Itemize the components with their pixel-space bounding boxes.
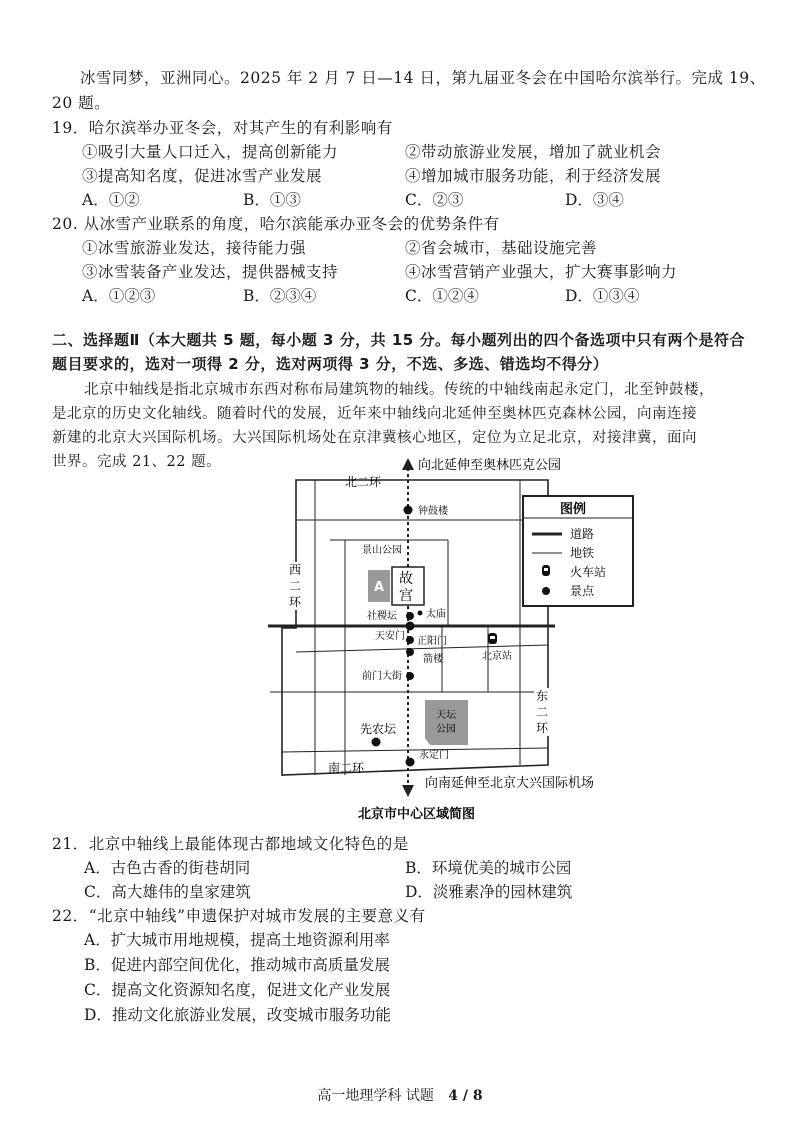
label-gugong: 故 [399, 571, 413, 587]
intro-text-line: 是北京的历史文化轴线。随着时代的发展，近年来中轴线向北延伸至奥林匹克森林公园，向南连接 [52, 406, 697, 422]
label-shejitan: 社稷坛 [367, 611, 397, 622]
legend-road: 道路 [570, 527, 595, 541]
q21-option-b: B．环境优美的城市公园 [405, 859, 572, 877]
label-taimiao: 太庙 [426, 609, 446, 620]
jianlou-point [406, 648, 414, 656]
intro-text-line: 新建的北京大兴国际机场。大兴国际机场处在京津冀核心地区，定位为立足北京，对接津冀，面向 [52, 430, 697, 446]
q20-item-1: ①冰雪旅游业发达，接待能力强 [82, 239, 307, 257]
q20-option-b: B．②③④ [243, 287, 317, 305]
intro-text-line: 世界。完成 21、22 题。 [52, 454, 222, 470]
q19-item-2: ②带动旅游业发展，增加了就业机会 [405, 143, 662, 161]
q20-item-3: ③冰雪装备产业发达，提供器械支持 [82, 263, 339, 281]
map-ring-west-3: 环 [289, 595, 302, 609]
yongdingmen-point [406, 758, 415, 767]
label-beijingzhan: 北京站 [482, 651, 512, 662]
q19-option-d: D．③④ [565, 191, 624, 209]
question-19-stem: 19．哈尔滨举办亚冬会，对其产生的有利影响有 [52, 119, 393, 137]
legend-subway: 地铁 [570, 546, 595, 560]
map-ring-east-3: 环 [536, 721, 549, 735]
map-ring-north: 北二环 [345, 475, 382, 489]
shejitan-point [406, 612, 414, 620]
map-north-extension: 向北延伸至奥林匹克公园 [418, 458, 562, 473]
q19-option-b: B．①③ [243, 191, 301, 209]
label-a: A [374, 580, 385, 595]
q22-option-b: B．促进内部空间优化，推动城市高质量发展 [84, 956, 390, 974]
q22-option-a: A．扩大城市用地规模，提高土地资源利用率 [84, 931, 390, 949]
label-tiantan-2: 公园 [436, 724, 456, 735]
label-xiannongtan: 先农坛 [360, 722, 397, 736]
label-tiananmen: 天安门 [375, 631, 405, 642]
south-arrow-icon [402, 785, 414, 797]
legend-title: 图例 [560, 502, 587, 517]
intro-text-line: 20 题。 [52, 94, 111, 112]
taimiao-point [418, 611, 423, 616]
map-ring-west-2: 二 [289, 579, 302, 593]
legend-spot-icon [542, 587, 550, 595]
q20-item-2: ②省会城市，基础设施完善 [405, 239, 598, 257]
qianmen-point [406, 672, 414, 680]
footer-subject: 高一地理学科 试题 [317, 1088, 434, 1104]
map-ring-south: 南二环 [328, 761, 365, 775]
intro-text-line: 北京中轴线是指北京城市东西对称布局建筑物的轴线。传统的中轴线南起永定门，北至钟鼓楼， [84, 382, 714, 398]
map-ring-west: 西 [289, 563, 302, 577]
map-ring-east: 东 [536, 689, 549, 703]
north-arrow-icon [402, 458, 414, 470]
xiannongtan-point [372, 738, 381, 747]
train-station-icon [488, 633, 497, 644]
q20-item-4: ④冰雪营销产业强大，扩大赛事影响力 [405, 263, 678, 281]
zhonggulou-point [404, 506, 413, 515]
map-south-extension: 向南延伸至北京大兴国际机场 [425, 776, 595, 791]
section-2-heading: 二、选择题Ⅱ（本大题共 5 题，每小题 3 分，共 15 分。每小题列出的四个备选项中只有两个是符合 [52, 331, 745, 349]
q21-option-d: D．淡雅素净的园林建筑 [405, 883, 573, 901]
map-ring-east-2: 二 [536, 705, 549, 719]
label-zhonggulou: 钟鼓楼 [418, 506, 448, 517]
q21-option-a: A．古色古香的街巷胡同 [84, 859, 251, 877]
label-yongdingmen: 永定门 [419, 750, 449, 761]
intro-text-line: 冰雪同梦，亚洲同心。2025 年 2 月 7 日—14 日，第九届亚冬会在中国哈尔滨举行。完成 19、 [80, 69, 766, 87]
q21-option-c: C．高大雄伟的皇家建筑 [84, 883, 251, 901]
label-tiantan: 天坛 [436, 710, 456, 721]
map-legend [523, 496, 633, 606]
q19-option-c: C．②③ [405, 191, 464, 209]
section-2-heading-cont: 题目要求的，选对一项得 2 分，选对两项得 3 分，不选、多选、错选均不得分） [52, 355, 609, 373]
q20-option-c: C．①②④ [405, 287, 479, 305]
legend-station: 火车站 [570, 565, 607, 579]
q20-option-d: D．①③④ [565, 287, 640, 305]
footer-page-number: 4 / 8 [448, 1088, 483, 1104]
zhengyangmen-point [406, 636, 414, 644]
q22-option-d: D．推动文化旅游业发展，改变城市服务功能 [84, 1006, 391, 1024]
page-footer [0, 1085, 800, 1105]
q19-option-a: A．①② [82, 191, 140, 209]
question-22-stem: 22．“北京中轴线”申遗保护对城市发展的主要意义有 [52, 907, 426, 925]
label-jingshan: 景山公园 [362, 545, 402, 556]
label-zhengyangmen: 正阳门 [417, 636, 447, 647]
q22-option-c: C．提高文化资源知名度，促进文化产业发展 [84, 981, 391, 999]
q19-item-3: ③提高知名度，促进冰雪产业发展 [82, 167, 323, 185]
question-20-stem: 20. 从冰雪产业联系的角度，哈尔滨能承办亚冬会的优势条件有 [52, 215, 500, 233]
q20-option-a: A．①②③ [82, 287, 156, 305]
tiananmen-point [406, 622, 415, 631]
map-caption: 北京市中心区域简图 [358, 807, 476, 822]
question-21-stem: 21．北京中轴线上最能体现古都地域文化特色的是 [52, 835, 409, 853]
label-gugong-2: 宫 [399, 588, 413, 604]
label-qianmen: 前门大街 [362, 671, 402, 682]
label-jianlou: 箭楼 [423, 654, 443, 665]
q19-item-4: ④增加城市服务功能，利于经济发展 [405, 167, 662, 185]
tiantan-park-area [425, 700, 468, 745]
q19-item-1: ①吸引大量人口迁入，提高创新能力 [82, 143, 339, 161]
legend-spot: 景点 [570, 584, 595, 598]
